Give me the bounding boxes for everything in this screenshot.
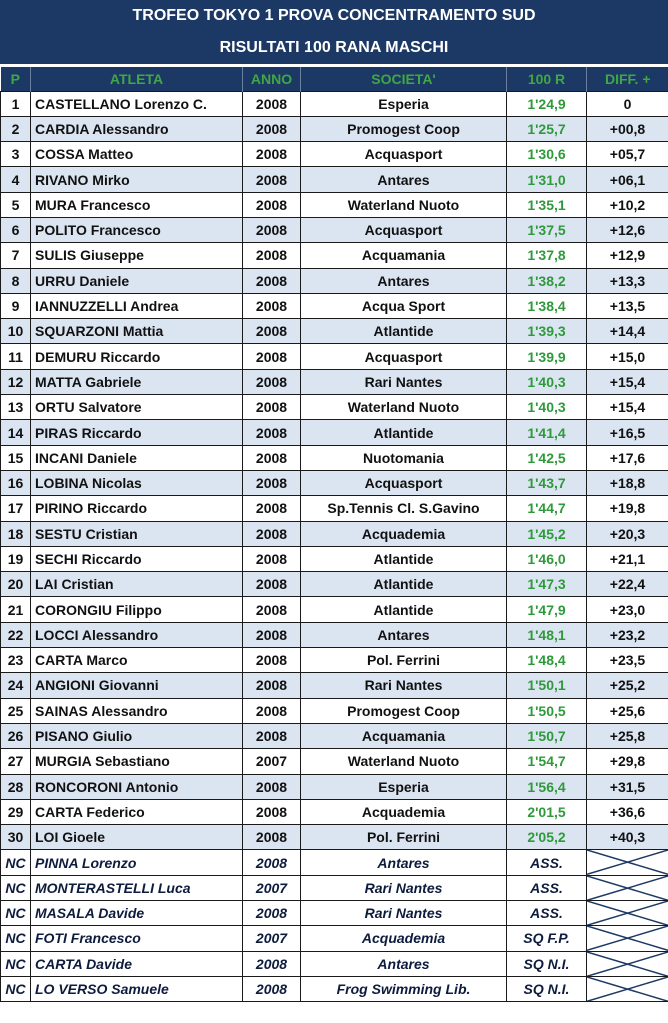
position-cell: 13 bbox=[1, 395, 31, 420]
position-cell: NC bbox=[1, 951, 31, 976]
crossed-cell bbox=[587, 926, 668, 951]
position-cell: NC bbox=[1, 875, 31, 900]
position-cell: NC bbox=[1, 926, 31, 951]
crossed-cell bbox=[587, 901, 668, 926]
crossed-cell bbox=[587, 875, 668, 900]
club-cell: Acquademia bbox=[301, 521, 507, 546]
page-subtitle: RISULTATI 100 RANA MASCHI bbox=[0, 32, 668, 64]
club-cell: Waterland Nuoto bbox=[301, 749, 507, 774]
club-cell: Atlantide bbox=[301, 597, 507, 622]
position-cell: 4 bbox=[1, 167, 31, 192]
results-table bbox=[0, 67, 668, 1002]
time-cell: 1'38,4 bbox=[507, 293, 587, 318]
position-cell: NC bbox=[1, 901, 31, 926]
year-cell: 2008 bbox=[243, 723, 301, 748]
club-cell: Promogest Coop bbox=[301, 698, 507, 723]
athlete-cell: SESTU Cristian bbox=[31, 521, 243, 546]
crossed-cell bbox=[587, 951, 668, 976]
diff-cell: +31,5 bbox=[587, 774, 668, 799]
header-club: SOCIETA' bbox=[301, 67, 507, 91]
position-cell: 29 bbox=[1, 799, 31, 824]
table-row bbox=[1, 217, 668, 242]
position-cell: 12 bbox=[1, 369, 31, 394]
table-row bbox=[1, 496, 668, 521]
time-cell: 1'40,3 bbox=[507, 395, 587, 420]
year-cell: 2008 bbox=[243, 420, 301, 445]
diff-cell: +40,3 bbox=[587, 825, 668, 850]
club-cell: Antares bbox=[301, 167, 507, 192]
year-cell: 2008 bbox=[243, 369, 301, 394]
time-cell: SQ F.P. bbox=[507, 926, 587, 951]
athlete-cell: URRU Daniele bbox=[31, 268, 243, 293]
table-row bbox=[1, 142, 668, 167]
position-cell: 14 bbox=[1, 420, 31, 445]
year-cell: 2008 bbox=[243, 91, 301, 116]
athlete-cell: ANGIONI Giovanni bbox=[31, 673, 243, 698]
time-cell: 1'50,5 bbox=[507, 698, 587, 723]
athlete-cell: SULIS Giuseppe bbox=[31, 243, 243, 268]
athlete-cell: DEMURU Riccardo bbox=[31, 344, 243, 369]
position-cell: 6 bbox=[1, 217, 31, 242]
table-row bbox=[1, 243, 668, 268]
diff-cell: +14,4 bbox=[587, 319, 668, 344]
table-row bbox=[1, 673, 668, 698]
diff-cell: +15,4 bbox=[587, 395, 668, 420]
athlete-cell: LO VERSO Samuele bbox=[31, 976, 243, 1001]
diff-cell: +29,8 bbox=[587, 749, 668, 774]
position-cell: 20 bbox=[1, 572, 31, 597]
diff-cell: +18,8 bbox=[587, 470, 668, 495]
position-cell: 15 bbox=[1, 445, 31, 470]
athlete-cell: PINNA Lorenzo bbox=[31, 850, 243, 875]
position-cell: 11 bbox=[1, 344, 31, 369]
diff-cell: +36,6 bbox=[587, 799, 668, 824]
diff-cell: +25,6 bbox=[587, 698, 668, 723]
athlete-cell: SECHI Riccardo bbox=[31, 546, 243, 571]
year-cell: 2008 bbox=[243, 319, 301, 344]
position-cell: 18 bbox=[1, 521, 31, 546]
year-cell: 2008 bbox=[243, 268, 301, 293]
year-cell: 2008 bbox=[243, 142, 301, 167]
diff-cell: +23,0 bbox=[587, 597, 668, 622]
time-cell: 1'37,5 bbox=[507, 217, 587, 242]
athlete-cell: SAINAS Alessandro bbox=[31, 698, 243, 723]
table-row bbox=[1, 799, 668, 824]
position-cell: 8 bbox=[1, 268, 31, 293]
athlete-cell: CARTA Marco bbox=[31, 648, 243, 673]
position-cell: 26 bbox=[1, 723, 31, 748]
time-cell: ASS. bbox=[507, 901, 587, 926]
club-cell: Acqua Sport bbox=[301, 293, 507, 318]
table-row bbox=[1, 951, 668, 976]
diff-cell: +17,6 bbox=[587, 445, 668, 470]
header-time: 100 R bbox=[507, 67, 587, 91]
diff-cell: +10,2 bbox=[587, 192, 668, 217]
table-row bbox=[1, 749, 668, 774]
time-cell: 1'42,5 bbox=[507, 445, 587, 470]
diff-cell: +25,8 bbox=[587, 723, 668, 748]
table-row bbox=[1, 698, 668, 723]
year-cell: 2008 bbox=[243, 825, 301, 850]
club-cell: Acquamania bbox=[301, 243, 507, 268]
time-cell: 1'37,8 bbox=[507, 243, 587, 268]
club-cell: Acquademia bbox=[301, 926, 507, 951]
crossed-cell bbox=[587, 850, 668, 875]
year-cell: 2008 bbox=[243, 673, 301, 698]
time-cell: 1'38,2 bbox=[507, 268, 587, 293]
time-cell: 1'47,3 bbox=[507, 572, 587, 597]
table-row bbox=[1, 648, 668, 673]
club-cell: Nuotomania bbox=[301, 445, 507, 470]
position-cell: 21 bbox=[1, 597, 31, 622]
club-cell: Antares bbox=[301, 622, 507, 647]
year-cell: 2008 bbox=[243, 597, 301, 622]
table-row bbox=[1, 395, 668, 420]
year-cell: 2008 bbox=[243, 648, 301, 673]
athlete-cell: RIVANO Mirko bbox=[31, 167, 243, 192]
diff-cell: +00,8 bbox=[587, 116, 668, 141]
position-cell: 1 bbox=[1, 91, 31, 116]
position-cell: 17 bbox=[1, 496, 31, 521]
athlete-cell: RONCORONI Antonio bbox=[31, 774, 243, 799]
diff-cell: +23,2 bbox=[587, 622, 668, 647]
table-row bbox=[1, 344, 668, 369]
athlete-cell: POLITO Francesco bbox=[31, 217, 243, 242]
position-cell: 5 bbox=[1, 192, 31, 217]
time-cell: 1'25,7 bbox=[507, 116, 587, 141]
table-row bbox=[1, 926, 668, 951]
year-cell: 2007 bbox=[243, 926, 301, 951]
diff-cell: +22,4 bbox=[587, 572, 668, 597]
year-cell: 2008 bbox=[243, 395, 301, 420]
athlete-cell: PIRINO Riccardo bbox=[31, 496, 243, 521]
athlete-cell: LOI Gioele bbox=[31, 825, 243, 850]
athlete-cell: CARDIA Alessandro bbox=[31, 116, 243, 141]
athlete-cell: COSSA Matteo bbox=[31, 142, 243, 167]
athlete-cell: MONTERASTELLI Luca bbox=[31, 875, 243, 900]
year-cell: 2007 bbox=[243, 749, 301, 774]
time-cell: 1'48,4 bbox=[507, 648, 587, 673]
position-cell: NC bbox=[1, 976, 31, 1001]
year-cell: 2008 bbox=[243, 167, 301, 192]
athlete-cell: MATTA Gabriele bbox=[31, 369, 243, 394]
year-cell: 2008 bbox=[243, 445, 301, 470]
time-cell: ASS. bbox=[507, 875, 587, 900]
athlete-cell: INCANI Daniele bbox=[31, 445, 243, 470]
athlete-cell: FOTI Francesco bbox=[31, 926, 243, 951]
time-cell: 1'41,4 bbox=[507, 420, 587, 445]
year-cell: 2008 bbox=[243, 243, 301, 268]
athlete-cell: PISANO Giulio bbox=[31, 723, 243, 748]
diff-cell: +15,4 bbox=[587, 369, 668, 394]
time-cell: 2'01,5 bbox=[507, 799, 587, 824]
position-cell: 19 bbox=[1, 546, 31, 571]
athlete-cell: CARTA Federico bbox=[31, 799, 243, 824]
time-cell: 1'24,9 bbox=[507, 91, 587, 116]
position-cell: NC bbox=[1, 850, 31, 875]
time-cell: 1'30,6 bbox=[507, 142, 587, 167]
club-cell: Rari Nantes bbox=[301, 901, 507, 926]
athlete-cell: ORTU Salvatore bbox=[31, 395, 243, 420]
time-cell: 1'47,9 bbox=[507, 597, 587, 622]
header-diff: DIFF. + bbox=[587, 67, 668, 91]
position-cell: 24 bbox=[1, 673, 31, 698]
time-cell: 1'44,7 bbox=[507, 496, 587, 521]
table-row bbox=[1, 116, 668, 141]
year-cell: 2008 bbox=[243, 192, 301, 217]
year-cell: 2008 bbox=[243, 901, 301, 926]
time-cell: 1'50,1 bbox=[507, 673, 587, 698]
table-row bbox=[1, 319, 668, 344]
club-cell: Acquasport bbox=[301, 217, 507, 242]
diff-cell: +25,2 bbox=[587, 673, 668, 698]
time-cell: 1'35,1 bbox=[507, 192, 587, 217]
table-row bbox=[1, 774, 668, 799]
year-cell: 2008 bbox=[243, 116, 301, 141]
diff-cell: +13,3 bbox=[587, 268, 668, 293]
time-cell: SQ N.I. bbox=[507, 976, 587, 1001]
club-cell: Pol. Ferrini bbox=[301, 825, 507, 850]
time-cell: 1'39,3 bbox=[507, 319, 587, 344]
year-cell: 2008 bbox=[243, 470, 301, 495]
table-row bbox=[1, 192, 668, 217]
diff-cell: +13,5 bbox=[587, 293, 668, 318]
year-cell: 2008 bbox=[243, 622, 301, 647]
club-cell: Acquasport bbox=[301, 142, 507, 167]
position-cell: 27 bbox=[1, 749, 31, 774]
year-cell: 2008 bbox=[243, 496, 301, 521]
position-cell: 10 bbox=[1, 319, 31, 344]
club-cell: Acquasport bbox=[301, 470, 507, 495]
club-cell: Atlantide bbox=[301, 546, 507, 571]
position-cell: 30 bbox=[1, 825, 31, 850]
club-cell: Promogest Coop bbox=[301, 116, 507, 141]
club-cell: Atlantide bbox=[301, 420, 507, 445]
table-row bbox=[1, 91, 668, 116]
club-cell: Frog Swimming Lib. bbox=[301, 976, 507, 1001]
header-athlete: ATLETA bbox=[31, 67, 243, 91]
year-cell: 2008 bbox=[243, 698, 301, 723]
year-cell: 2008 bbox=[243, 976, 301, 1001]
time-cell: 1'31,0 bbox=[507, 167, 587, 192]
table-row bbox=[1, 976, 668, 1001]
table-row bbox=[1, 167, 668, 192]
year-cell: 2008 bbox=[243, 546, 301, 571]
club-cell: Rari Nantes bbox=[301, 673, 507, 698]
table-row bbox=[1, 546, 668, 571]
year-cell: 2008 bbox=[243, 293, 301, 318]
diff-cell: +20,3 bbox=[587, 521, 668, 546]
club-cell: Rari Nantes bbox=[301, 875, 507, 900]
table-row bbox=[1, 850, 668, 875]
table-row bbox=[1, 723, 668, 748]
table-row bbox=[1, 825, 668, 850]
position-cell: 7 bbox=[1, 243, 31, 268]
athlete-cell: SQUARZONI Mattia bbox=[31, 319, 243, 344]
year-cell: 2008 bbox=[243, 572, 301, 597]
table-row bbox=[1, 470, 668, 495]
club-cell: Antares bbox=[301, 268, 507, 293]
time-cell: 1'43,7 bbox=[507, 470, 587, 495]
year-cell: 2008 bbox=[243, 850, 301, 875]
athlete-cell: PIRAS Riccardo bbox=[31, 420, 243, 445]
year-cell: 2007 bbox=[243, 875, 301, 900]
position-cell: 9 bbox=[1, 293, 31, 318]
year-cell: 2008 bbox=[243, 344, 301, 369]
table-row bbox=[1, 293, 668, 318]
athlete-cell: LOCCI Alessandro bbox=[31, 622, 243, 647]
position-cell: 16 bbox=[1, 470, 31, 495]
diff-cell: +19,8 bbox=[587, 496, 668, 521]
position-cell: 23 bbox=[1, 648, 31, 673]
table-row bbox=[1, 901, 668, 926]
time-cell: 1'56,4 bbox=[507, 774, 587, 799]
club-cell: Pol. Ferrini bbox=[301, 648, 507, 673]
club-cell: Esperia bbox=[301, 774, 507, 799]
time-cell: SQ N.I. bbox=[507, 951, 587, 976]
club-cell: Acquademia bbox=[301, 799, 507, 824]
club-cell: Acquamania bbox=[301, 723, 507, 748]
time-cell: 1'48,1 bbox=[507, 622, 587, 647]
athlete-cell: IANNUZZELLI Andrea bbox=[31, 293, 243, 318]
athlete-cell: CARTA Davide bbox=[31, 951, 243, 976]
time-cell: 1'50,7 bbox=[507, 723, 587, 748]
club-cell: Waterland Nuoto bbox=[301, 395, 507, 420]
table-row bbox=[1, 572, 668, 597]
diff-cell: +05,7 bbox=[587, 142, 668, 167]
table-row bbox=[1, 369, 668, 394]
time-cell: 1'45,2 bbox=[507, 521, 587, 546]
crossed-cell bbox=[587, 976, 668, 1001]
table-row bbox=[1, 875, 668, 900]
header-position: P bbox=[10, 70, 20, 87]
diff-cell: +12,6 bbox=[587, 217, 668, 242]
header-year: ANNO bbox=[243, 67, 301, 91]
table-row bbox=[1, 420, 668, 445]
year-cell: 2008 bbox=[243, 774, 301, 799]
time-cell: 1'39,9 bbox=[507, 344, 587, 369]
year-cell: 2008 bbox=[243, 799, 301, 824]
diff-cell: +15,0 bbox=[587, 344, 668, 369]
athlete-cell: CASTELLANO Lorenzo C. bbox=[31, 91, 243, 116]
position-cell: 3 bbox=[1, 142, 31, 167]
table-row bbox=[1, 268, 668, 293]
table-row bbox=[1, 445, 668, 470]
page-title: TROFEO TOKYO 1 PROVA CONCENTRAMENTO SUD bbox=[0, 0, 668, 32]
time-cell: ASS. bbox=[507, 850, 587, 875]
club-cell: Esperia bbox=[301, 91, 507, 116]
athlete-cell: MASALA Davide bbox=[31, 901, 243, 926]
diff-cell: +21,1 bbox=[587, 546, 668, 571]
club-cell: Atlantide bbox=[301, 319, 507, 344]
diff-cell: 0 bbox=[587, 91, 668, 116]
athlete-cell: LOBINA Nicolas bbox=[31, 470, 243, 495]
club-cell: Atlantide bbox=[301, 572, 507, 597]
time-cell: 1'54,7 bbox=[507, 749, 587, 774]
time-cell: 2'05,2 bbox=[507, 825, 587, 850]
position-cell: 22 bbox=[1, 622, 31, 647]
diff-cell: +16,5 bbox=[587, 420, 668, 445]
position-cell: 25 bbox=[1, 698, 31, 723]
club-cell: Rari Nantes bbox=[301, 369, 507, 394]
club-cell: Waterland Nuoto bbox=[301, 192, 507, 217]
diff-cell: +12,9 bbox=[587, 243, 668, 268]
table-row bbox=[1, 622, 668, 647]
time-cell: 1'46,0 bbox=[507, 546, 587, 571]
table-row bbox=[1, 597, 668, 622]
year-cell: 2008 bbox=[243, 217, 301, 242]
athlete-cell: LAI Cristian bbox=[31, 572, 243, 597]
table-header-row bbox=[1, 67, 668, 91]
diff-cell: +23,5 bbox=[587, 648, 668, 673]
club-cell: Antares bbox=[301, 951, 507, 976]
athlete-cell: MURGIA Sebastiano bbox=[31, 749, 243, 774]
year-cell: 2008 bbox=[243, 521, 301, 546]
year-cell: 2008 bbox=[243, 951, 301, 976]
time-cell: 1'40,3 bbox=[507, 369, 587, 394]
club-cell: Acquasport bbox=[301, 344, 507, 369]
position-cell: 2 bbox=[1, 116, 31, 141]
table-row bbox=[1, 521, 668, 546]
club-cell: Antares bbox=[301, 850, 507, 875]
athlete-cell: CORONGIU Filippo bbox=[31, 597, 243, 622]
athlete-cell: MURA Francesco bbox=[31, 192, 243, 217]
diff-cell: +06,1 bbox=[587, 167, 668, 192]
position-cell: 28 bbox=[1, 774, 31, 799]
club-cell: Sp.Tennis Cl. S.Gavino bbox=[301, 496, 507, 521]
